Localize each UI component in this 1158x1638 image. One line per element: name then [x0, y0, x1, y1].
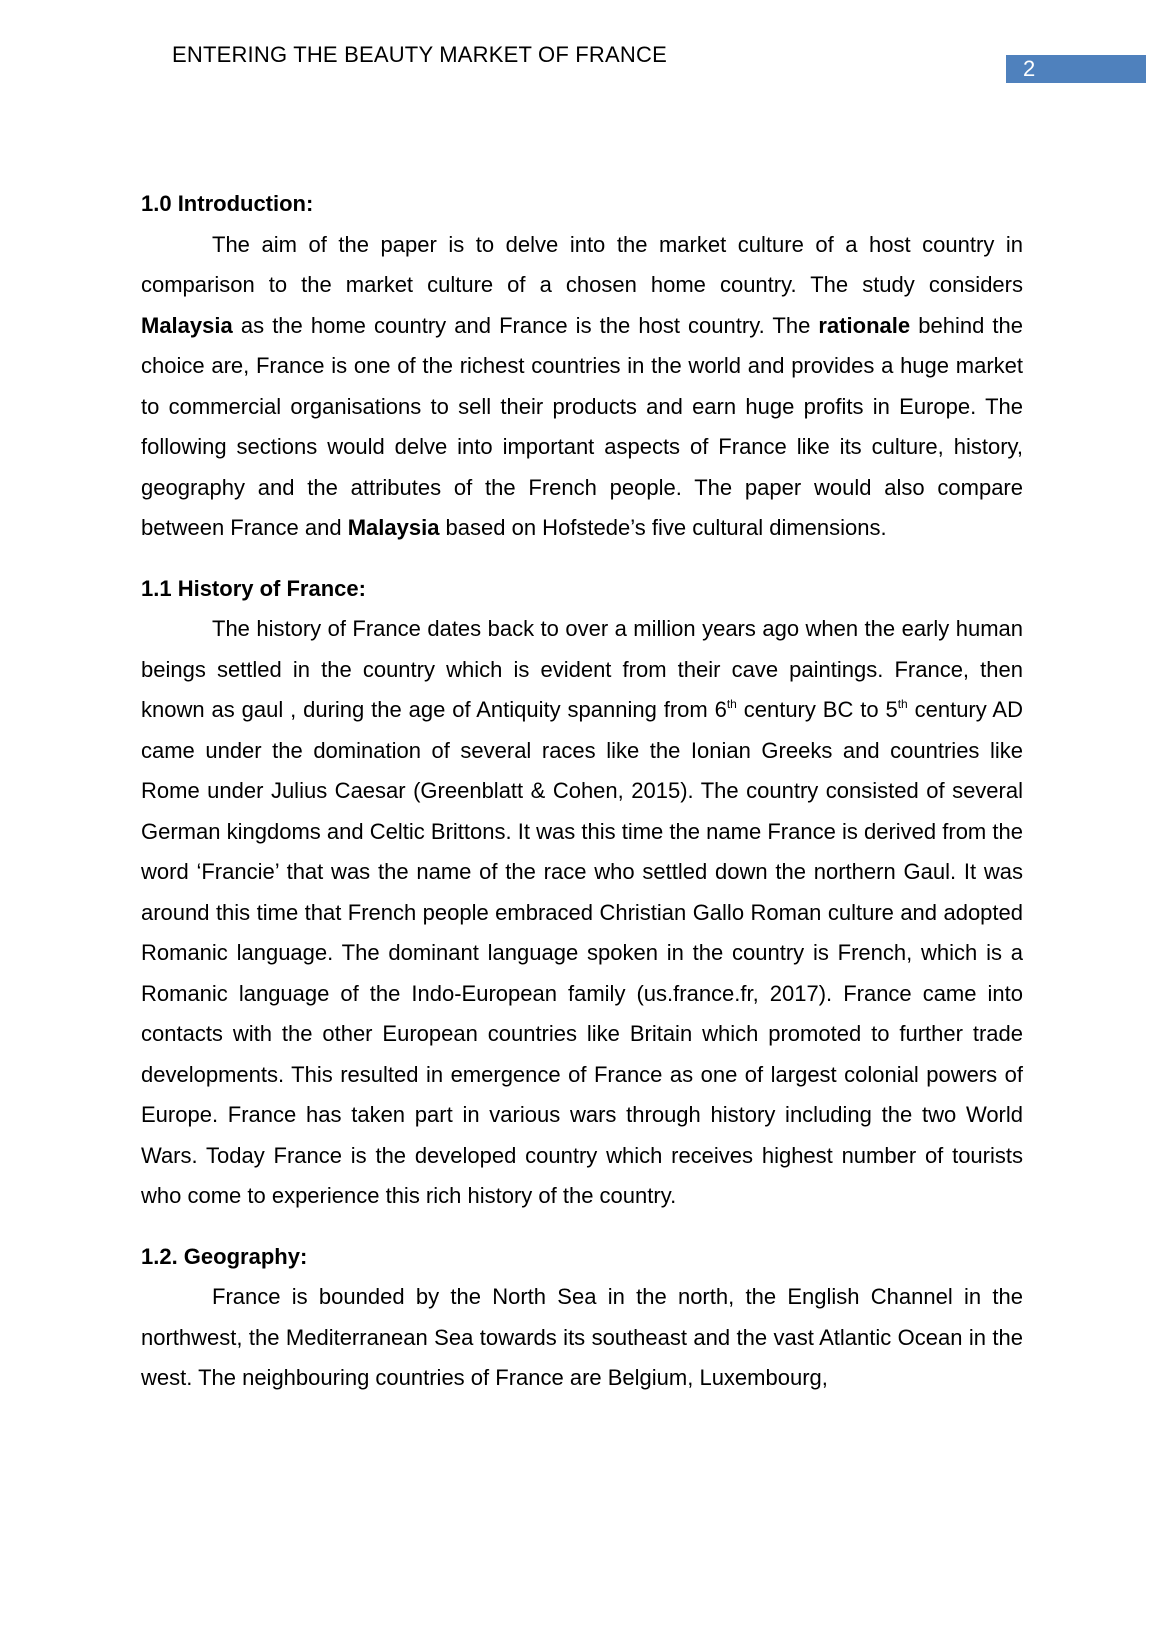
superscript: th — [726, 697, 737, 711]
bold-text: Malaysia — [347, 515, 440, 540]
text-run: century BC to 5 — [736, 697, 898, 722]
text-run: France is bounded by the North Sea in the north, the English Channel in the northwest, the Mediterranean Sea towards its southeast and the vast Atlantic Ocean in the west. The neighbouring countries of France are Belgium, Luxembourg, — [141, 1284, 1023, 1390]
paragraph-history — [141, 609, 1023, 1217]
text-run: behind the choice are, France is one of the richest countries in the world and provides a huge market to commercial organisations to sell their products and earn huge profits in Europe. The following sections would delve into important aspects of France like its culture, history, geography and the attributes of the French people. The paper would also compare between France and — [141, 312, 1023, 540]
paragraph-geography — [141, 1277, 1023, 1399]
heading-introduction: 1.0 Introduction: — [141, 191, 314, 216]
bold-text: Malaysia — [141, 312, 233, 338]
text-run: century AD came under the domination of several races like the Ionian Greeks and countries like Rome under Julius Caesar (Greenblatt & Cohen, 2015). The country consisted of several German kingdoms and Celtic Brittons. It was this time the name France is derived from the word ‘Francie’ that was the name of the race who settled down the northern Gaul. It was around this time that French people embraced Christian Gallo Roman culture and adopted Romanic language. The dominant language spoken in the country is French, which is a Romanic language of the Indo-European family (us.france.fr, 2017). France came into contacts with the other European countries like Britain which promoted to further trade developments. This resulted in emergence of France as one of largest colonial powers of Europe. France has taken part in various wars through history including the two World Wars. Today France is the developed country which receives highest number of tourists who come to experience this rich history of the country. — [141, 697, 1023, 1208]
page-number-box — [1006, 55, 1146, 83]
heading-geography: 1.2. Geography: — [141, 1243, 308, 1269]
document-body — [141, 184, 1023, 1399]
text-run: The history of France dates back to over a million years ago when the early human beings settled in the country which is evident from their cave paintings. France, then known as gaul , during the age of Antiquity spanning from 6 — [141, 616, 1023, 722]
heading-history: 1.1 History of France: — [141, 575, 366, 601]
page-number: 2 — [1023, 56, 1036, 81]
paragraph-introduction — [141, 225, 1023, 549]
text-run: The aim of the paper is to delve into the market culture of a host country in comparison to the market culture of a chosen home country. The study considers — [141, 231, 1023, 297]
superscript: th — [897, 697, 908, 711]
running-head-title: ENTERING THE BEAUTY MARKET OF FRANCE — [172, 42, 667, 67]
bold-text: rationale — [818, 312, 911, 338]
text-run: based on Hofstede’s five cultural dimensions. — [439, 515, 887, 540]
text-run: as the home country and France is the host country. The — [232, 312, 819, 338]
